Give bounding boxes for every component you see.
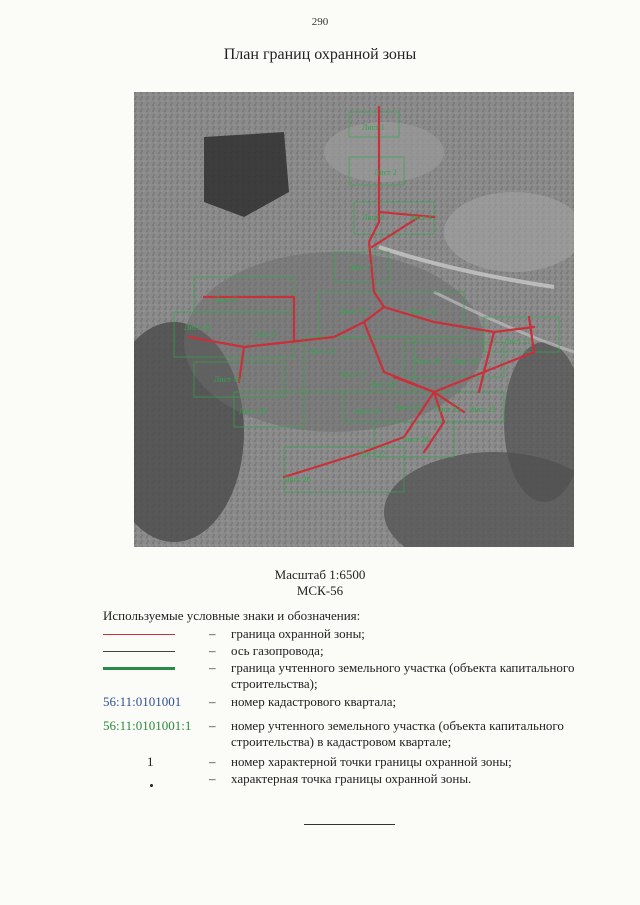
sheet-label-14: Лист 14 <box>409 307 436 316</box>
sheet-label-10: Лист 10 <box>184 323 211 332</box>
page-title: План границ охранной зоны <box>223 46 417 63</box>
sheet-label-27: Лист 27 <box>359 450 386 459</box>
sheet-label-3: Лист 3 <box>362 213 385 222</box>
legend-desc: номер кадастрового квартала; <box>231 694 397 709</box>
legend-dash: – <box>209 643 216 658</box>
legend-dash: – <box>209 771 216 786</box>
legend-dash: – <box>209 718 216 733</box>
legend-dash: – <box>209 626 216 641</box>
legend-dash: – <box>209 660 216 675</box>
legend-desc: ось газопровода; <box>231 643 324 658</box>
legend-desc: номер характерной точки границы охранной зоны; <box>231 754 512 769</box>
sheet-label-23: Лист 23 <box>469 405 496 414</box>
land-plot-line-symbol <box>103 667 175 670</box>
sheet-label-21: Лист 21 <box>504 337 531 346</box>
sheet-label-29: Лист 29 <box>369 380 396 389</box>
sheet-label-20: Лист 20 <box>239 407 266 416</box>
sheet-label-12: Лист 12 <box>309 347 336 356</box>
gas-axis-line-symbol <box>103 651 175 652</box>
sheet-label-8: Лист 8 <box>214 295 237 304</box>
scale-label: Масштаб 1:6500 <box>274 567 366 582</box>
sheet-label-22: Лист 22 <box>434 405 461 414</box>
sheet-label-25: Лист 25 <box>354 407 381 416</box>
sheet-label-1: Лист 1 <box>362 123 385 132</box>
cadastral-quarter-sample: 56:11:0101001 <box>103 694 182 709</box>
legend-title: Используемые условные знаки и обозначения: <box>103 608 361 623</box>
footer-separator <box>304 824 395 825</box>
scale-info <box>0 567 640 599</box>
legend-desc: характерная точка границы охранной зоны. <box>231 771 472 786</box>
sheet-label-18: Лист 18 <box>414 357 441 366</box>
sheet-label-2: Лист 2 <box>374 168 397 177</box>
coordinate-system-label: МСК-56 <box>296 583 344 598</box>
sheet-label-16: Лист 16 <box>214 375 241 384</box>
legend-dash: – <box>209 754 216 769</box>
sheet-label-4: Лист 4 <box>409 213 432 222</box>
sheet-label-7: Лист 7 <box>349 263 372 272</box>
sheet-label-9: Лист 9 <box>254 330 277 339</box>
zone-border-line-symbol <box>103 634 175 635</box>
legend-desc: номер учтенного земельного участка (объекта капитального строительства) в кадастровом квартале; <box>231 718 564 749</box>
legend-desc: граница охранной зоны; <box>231 626 365 641</box>
sheet-label-13: Лист 13 <box>339 307 366 316</box>
sheet-label-28: Лист 28 <box>402 435 429 444</box>
map-drawing <box>134 92 574 547</box>
point-number-sample: 1 <box>147 754 154 769</box>
sheet-label-19: Лист 19 <box>452 357 479 366</box>
sheet-label-26: Лист 26 <box>284 475 311 484</box>
land-plot-number-sample: 56:11:0101001:1 <box>103 718 192 733</box>
aerial-map <box>134 92 574 547</box>
point-marker-symbol <box>150 784 153 787</box>
page-number: 290 <box>311 16 329 28</box>
sheet-label-17: Лист 17 <box>339 370 366 379</box>
legend-desc: граница учтенного земельного участка (объекта капитального строительства); <box>231 660 575 691</box>
legend-dash: – <box>209 694 216 709</box>
sheet-label-24: Лист 24 <box>394 403 421 412</box>
